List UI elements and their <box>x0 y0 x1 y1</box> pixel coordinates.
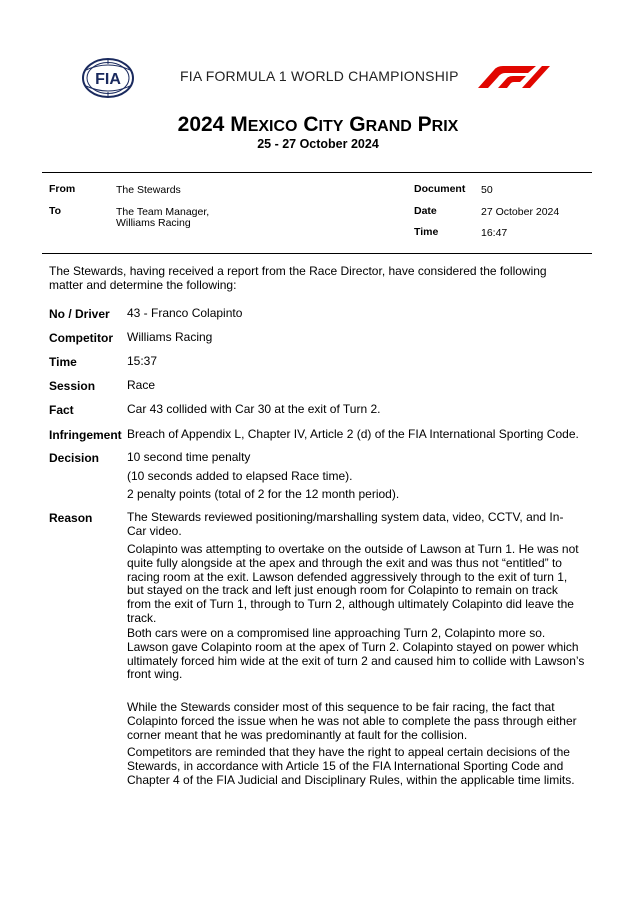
time-field-label: Time <box>49 355 77 369</box>
competitor-label: Competitor <box>49 331 113 345</box>
decision-line2: (10 seconds added to elapsed Race time). <box>127 469 353 483</box>
fact-value: Car 43 collided with Car 30 at the exit of Turn 2. <box>127 402 381 416</box>
intro-text: The Stewards, having received a report from the Race Director, have considered the following matter and determine the following: <box>49 264 547 292</box>
time-field-value: 15:37 <box>127 354 158 368</box>
event-dates: 25 - 27 October 2024 <box>257 137 379 151</box>
infringement-label: Infringement <box>49 428 122 442</box>
to-value-line2: Williams Racing <box>116 217 191 229</box>
title-word: GRAND <box>349 113 412 136</box>
time-value: 16:47 <box>481 227 508 239</box>
f1-logo <box>476 66 552 88</box>
table-top-rule <box>42 172 592 173</box>
title-word: CITY <box>303 113 344 136</box>
infringement-value: Breach of Appendix L, Chapter IV, Article 2 (d) of the FIA International Sporting Code. <box>127 427 579 441</box>
decision-line1: 10 second time penalty <box>127 450 251 464</box>
to-value-line1: The Team Manager, <box>116 206 210 218</box>
reason-paragraph-3: Both cars were on a compromised line approaching Turn 2, Colapinto more so. Lawson gave Colapinto room at the apex of Turn 2. Colapinto stayed on power which ultimately forced him wide at the exit of turn 2 and caused him to collide with Lawson’s front wing. <box>127 626 585 682</box>
event-title: 2024 MEXICO CITY GRAND PRIX <box>177 113 459 136</box>
date-label: Date <box>414 205 437 217</box>
decision-label: Decision <box>49 451 100 465</box>
reason-label: Reason <box>49 511 93 525</box>
session-value: Race <box>127 378 156 392</box>
document-value: 50 <box>481 184 493 196</box>
from-value: The Stewards <box>116 184 181 196</box>
from-label: From <box>49 183 76 195</box>
driver-label: No / Driver <box>49 307 110 321</box>
reason-paragraph-4: While the Stewards consider most of this sequence to be fair racing, the fact that Colapinto forced the issue when he was not able to complete the pass through either corner meant that he was predominantly at fault for the collision. <box>127 700 577 742</box>
championship-title: FIA FORMULA 1 WORLD CHAMPIONSHIP <box>180 68 459 84</box>
fia-logo <box>80 56 136 100</box>
reason-paragraph-5: Competitors are reminded that they have the right to appeal certain decisions of the Stewards, in accordance with Article 15 of the FIA International Sporting Code and Chapter 4 of the FIA Judicial and Disciplinary Rules, within the applicable time limits. <box>127 745 575 787</box>
reason-paragraph-1: The Stewards reviewed positioning/marshalling system data, video, CCTV, and In- Car video. <box>127 510 564 538</box>
title-word: MEXICO <box>230 113 298 136</box>
date-value: 27 October 2024 <box>481 206 560 218</box>
time-label: Time <box>414 226 439 238</box>
driver-value: 43 - Franco Colapinto <box>127 306 243 320</box>
competitor-value: Williams Racing <box>127 330 213 344</box>
svg-text:FIA: FIA <box>95 71 121 88</box>
title-word: PRIX <box>417 113 459 136</box>
decision-line3: 2 penalty points (total of 2 for the 12 month period). <box>127 487 400 501</box>
table-bottom-rule <box>42 253 592 254</box>
reason-paragraph-2: Colapinto was attempting to overtake on the outside of Lawson at Turn 1. He was not quite fully alongside at the apex and through the exit and was thus not “entitled” to racing room at the exit. Lawson defended aggressively through to the exit of turn 1, but stayed on the track and left just enough room for Colapinto to remain on track from the exit of Turn 1, through to Turn 2, although ultimately Colapinto did leave the track. <box>127 542 579 625</box>
document-label: Document <box>414 183 466 195</box>
session-label: Session <box>49 379 96 393</box>
fact-label: Fact <box>49 403 74 417</box>
to-label: To <box>49 205 62 217</box>
